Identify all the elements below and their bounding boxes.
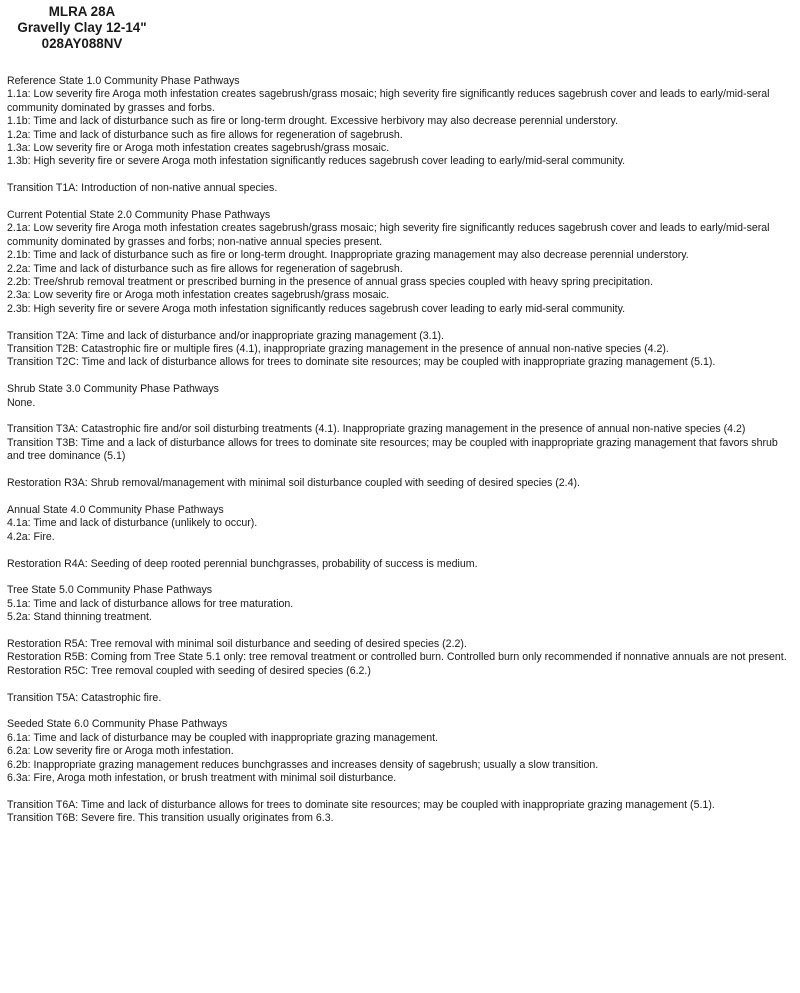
section-line-first: Transition T6A: Time and lack of disturbance allows for trees to dominate site resources; may be coupled with inappropriate grazing management (5.1).	[7, 798, 715, 811]
text-section	[7, 504, 794, 544]
section-line-first: Annual State 4.0 Community Phase Pathways	[7, 503, 224, 516]
section-line: 2.1a: Low severity fire Aroga moth infestation creates sagebrush/grass mosaic; high severity fire significantly reduces sagebrush cover and leads to early/mid-seral community dominated by grasses and forbs; non-native annual species present.	[7, 222, 770, 248]
section-line: Transition T2C: Time and lack of disturbance allows for trees to dominate site resources; may be coupled with inappropriate grazing management (5.1).	[7, 356, 716, 369]
section-line-first: Shrub State 3.0 Community Phase Pathways	[7, 383, 219, 396]
section-line-first: Restoration R3A: Shrub removal/management with minimal soil disturbance coupled with seeding of desired species (2.4).	[7, 477, 580, 490]
text-section	[7, 799, 794, 826]
section-line-first: Transition T2A: Time and lack of disturbance and/or inappropriate grazing management (3.1).	[7, 329, 444, 342]
section-line-first: Seeded State 6.0 Community Phase Pathways	[7, 718, 228, 731]
document-header	[7, 4, 157, 52]
section-line: 5.2a: Stand thinning treatment.	[7, 611, 152, 624]
section-line-first: Restoration R5A: Tree removal with minimal soil disturbance and seeding of desired species (2.2).	[7, 637, 467, 650]
text-section	[7, 584, 794, 624]
section-line: 1.2a: Time and lack of disturbance such as fire allows for regeneration of sagebrush.	[7, 128, 403, 141]
text-section	[7, 692, 794, 705]
section-line: Restoration R5B: Coming from Tree State 5.1 only: tree removal treatment or controlled burn. Controlled burn only recommended if nonnative annuals are not present.	[7, 651, 787, 664]
section-line: 1.3b: High severity fire or severe Aroga moth infestation significantly reduces sagebrush cover leading to early/mid-seral community.	[7, 155, 626, 168]
section-line-first: Reference State 1.0 Community Phase Pathways	[7, 75, 240, 87]
text-section	[7, 718, 794, 785]
text-section	[7, 383, 794, 410]
mlra-title: MLRA 28A	[48, 4, 116, 19]
text-section	[7, 477, 794, 490]
section-line-first: Tree State 5.0 Community Phase Pathways	[7, 584, 213, 597]
section-line: 6.2b: Inappropriate grazing management reduces bunchgrasses and increases density of sagebrush; usually a slow transition.	[7, 758, 599, 771]
section-line: Transition T2B: Catastrophic fire or multiple fires (4.1), inappropriate grazing management in the presence of annual non-native species (4.2).	[7, 343, 669, 356]
section-line: 2.3a: Low severity fire or Aroga moth infestation creates sagebrush/grass mosaic.	[7, 289, 390, 302]
section-line-first: Transition T5A: Catastrophic fire.	[7, 691, 162, 704]
section-line-first: Restoration R4A: Seeding of deep rooted perennial bunchgrasses, probability of success is medium.	[7, 557, 478, 570]
section-line: 6.2a: Low severity fire or Aroga moth infestation.	[7, 745, 234, 758]
ecological-site-id: 028AY088NV	[41, 36, 123, 51]
section-line: Transition T6B: Severe fire. This transition usually originates from 6.3.	[7, 812, 334, 825]
text-section	[7, 423, 794, 463]
text-section	[7, 330, 794, 370]
text-section	[7, 209, 794, 316]
section-line: 6.3a: Fire, Aroga moth infestation, or brush treatment with minimal soil disturbance.	[7, 771, 397, 784]
document-body	[7, 75, 794, 826]
text-section	[7, 558, 794, 571]
section-line: 4.1a: Time and lack of disturbance (unlikely to occur).	[7, 517, 258, 530]
text-section	[7, 638, 794, 678]
section-line: 1.1a: Low severity fire Aroga moth infestation creates sagebrush/grass mosaic; high severity fire significantly reduces sagebrush cover and leads to early/mid-seral community dominated by grasses and forbs.	[7, 88, 770, 114]
section-line: 1.3a: Low severity fire or Aroga moth infestation creates sagebrush/grass mosaic.	[7, 142, 390, 155]
section-line: 6.1a: Time and lack of disturbance may be coupled with inappropriate grazing management.	[7, 731, 439, 744]
ecological-site-name: Gravelly Clay 12-14"	[17, 20, 147, 35]
section-line-first: Transition T3A: Catastrophic fire and/or soil disturbing treatments (4.1). Inappropriate grazing management in the presence of annual non-native species (4.2)	[7, 423, 746, 436]
section-line: Restoration R5C: Tree removal coupled with seeding of desired species (6.2.)	[7, 664, 371, 677]
section-line: 5.1a: Time and lack of disturbance allows for tree maturation.	[7, 597, 294, 610]
section-line-first: Transition T1A: Introduction of non-native annual species.	[7, 182, 278, 195]
section-line: 1.1b: Time and lack of disturbance such as fire or long-term drought. Excessive herbivory may also decrease perennial understory.	[7, 115, 619, 128]
section-line-first: Current Potential State 2.0 Community Phase Pathways	[7, 209, 271, 222]
section-line: Transition T3B: Time and a lack of disturbance allows for trees to dominate site resources; may be coupled with inappropriate grazing management that favors shrub and tree dominance (5.1)	[7, 436, 778, 463]
text-section	[7, 75, 794, 169]
section-line: 2.2a: Time and lack of disturbance such as fire allows for regeneration of sagebrush.	[7, 262, 403, 275]
text-section	[7, 182, 794, 195]
section-line: 4.2a: Fire.	[7, 530, 55, 543]
section-line: 2.2b: Tree/shrub removal treatment or prescribed burning in the presence of annual grass species coupled with heavy spring precipitation.	[7, 276, 653, 289]
section-line: None.	[7, 396, 36, 409]
section-line: 2.1b: Time and lack of disturbance such as fire or long-term drought. Inappropriate grazing management may also decrease perennial understory.	[7, 249, 689, 262]
section-line: 2.3b: High severity fire or severe Aroga moth infestation significantly reduces sagebrush cover leading to early mid-seral community.	[7, 302, 626, 315]
